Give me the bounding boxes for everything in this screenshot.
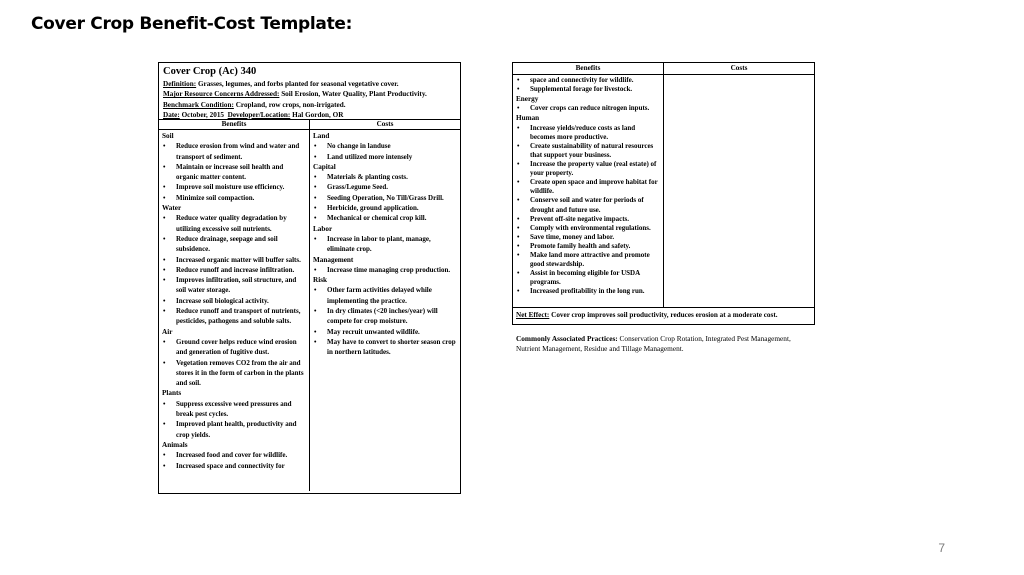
list-item: • Increase yields/reduce costs as land becomes more productive.	[516, 124, 663, 142]
list-item: • No change in landuse	[313, 141, 460, 151]
list-item: • Improve soil moisture use efficiency.	[162, 182, 309, 192]
section-heading: Soil	[162, 132, 174, 140]
continuation-column-headers	[513, 63, 814, 75]
column-headers	[159, 120, 460, 130]
continuation-benefits-header: Benefits	[513, 63, 664, 74]
list-item: • Minimize soil compaction.	[162, 193, 309, 203]
benchmark-row	[163, 100, 456, 110]
list-item: • Increase time managing crop production.	[313, 265, 460, 275]
associated-practices-value: Conservation Crop Rotation, Integrated Pest Management, Nutrient Management, Residue and Tillage Management.	[516, 334, 791, 353]
list-item: • Other farm activities delayed while implementing the practice.	[313, 285, 460, 306]
continuation-card-body	[513, 75, 814, 308]
list-item: • Increased profitability in the long run.	[516, 287, 663, 296]
list-item: • Create open space and improve habitat for wildlife.	[516, 178, 663, 196]
list-item: • Reduce erosion from wind and water and transport of sediment.	[162, 141, 309, 162]
concerns-row	[163, 89, 456, 99]
list-item: • Supplemental forage for livestock.	[516, 85, 663, 94]
date-label: Date:	[163, 110, 180, 119]
list-item: • Increase in labor to plant, manage, eliminate crop.	[313, 234, 460, 255]
list-item: • Make land more attractive and promote good stewardship.	[516, 251, 663, 269]
list-item: • Materials & planting costs.	[313, 172, 460, 182]
list-item: • Create sustainability of natural resources that support your business.	[516, 142, 663, 160]
list-item: • Promote family health and safety.	[516, 242, 663, 251]
net-effect-value: Cover crop improves soil productivity, reduces erosion at a moderate cost.	[549, 311, 778, 319]
bullet-list	[162, 399, 309, 440]
section-heading: Air	[162, 327, 173, 336]
continuation-costs-column	[664, 75, 814, 307]
bullet-list	[162, 450, 309, 471]
list-item: • Reduce runoff and increase infiltration.	[162, 265, 309, 275]
developer-value: Hal Gordon, OR	[290, 110, 344, 119]
continuation-costs-header: Costs	[730, 64, 748, 72]
list-item: • Vegetation removes CO2 from the air and stores it in the form of carbon in the plants and soil.	[162, 358, 309, 389]
section-heading: Plants	[162, 389, 182, 398]
list-item: • Mechanical or chemical crop kill.	[313, 213, 460, 223]
associated-practices-label: Commonly Associated Practices:	[516, 334, 618, 343]
developer-label: Developer/Location:	[227, 110, 291, 119]
section-heading: Risk	[313, 276, 327, 285]
list-item: • Herbicide, ground application.	[313, 203, 460, 213]
section-heading: Animals	[162, 440, 188, 449]
practice-card-body	[159, 130, 460, 491]
list-item: • Reduce water quality degradation by utilizing excessive soil nutrients.	[162, 213, 309, 234]
section-heading: Land	[313, 132, 330, 140]
benchmark-value: Cropland, row crops, non-irrigated.	[233, 100, 346, 109]
associated-practices	[516, 334, 816, 354]
definition-row	[163, 79, 456, 89]
bullet-list	[313, 285, 460, 357]
continuation-benefits-column	[513, 75, 664, 307]
definition-value: Grasses, legumes, and forbs planted for seasonal vegetative cover.	[196, 80, 399, 88]
list-item: • space and connectivity for wildlife.	[516, 76, 663, 85]
practice-card-header	[159, 63, 460, 120]
list-item: • In dry climates (<20 inches/year) will compete for crop moisture.	[313, 306, 460, 327]
list-item: • Land utilized more intensely	[313, 152, 460, 162]
list-item: • Increased food and cover for wildlife.	[162, 450, 309, 460]
list-item: • Prevent off-site negative impacts.	[516, 215, 663, 224]
list-item: • Grass/Legume Seed.	[313, 182, 460, 192]
list-item: • Reduce runoff and transport of nutrients, pesticides, pathogens and soluble salts.	[162, 306, 309, 327]
practice-title: Cover Crop (Ac) 340	[163, 66, 257, 77]
bullet-list	[162, 141, 309, 203]
date-value: October, 2015	[179, 110, 228, 119]
list-item: • Ground cover helps reduce wind erosion and generation of fugitive dust.	[162, 337, 309, 358]
list-item: • May have to convert to shorter season crop in northern latitudes.	[313, 337, 460, 358]
list-item: • Increased space and connectivity for	[162, 461, 309, 471]
definition-label: Definition:	[163, 80, 197, 88]
list-item: • Increased organic matter will buffer salts.	[162, 255, 309, 265]
costs-header: Costs	[376, 120, 394, 128]
concerns-label: Major Resource Concerns Addressed:	[163, 90, 280, 99]
section-heading: Capital	[313, 162, 336, 171]
bullet-list	[162, 337, 309, 388]
section-heading: Water	[162, 204, 182, 213]
list-item: • Reduce drainage, seepage and soil subsidence.	[162, 234, 309, 255]
net-effect-label: Net Effect:	[516, 311, 550, 319]
section-heading: Labor	[313, 224, 333, 233]
bullet-list	[516, 124, 663, 297]
list-item: • Improves infiltration, soil structure, and soil water storage.	[162, 275, 309, 296]
list-item: • Increase the property value (real estate) of your property.	[516, 160, 663, 178]
benefits-column	[159, 130, 310, 491]
list-item: • Conserve soil and water for periods of drought and future use.	[516, 196, 663, 214]
list-item: • Maintain or increase soil health and organic matter content.	[162, 162, 309, 183]
bullet-list	[516, 104, 663, 113]
costs-column	[310, 130, 460, 491]
bullet-list	[313, 265, 460, 275]
list-item: • Suppress excessive weed pressures and break pest cycles.	[162, 399, 309, 420]
list-item: • Cover crops can reduce nitrogen inputs.	[516, 104, 663, 113]
list-item: • Save time, money and labor.	[516, 233, 663, 242]
bullet-list	[313, 141, 460, 162]
slide-title: Cover Crop Benefit-Cost Template:	[31, 14, 353, 34]
bullet-list	[313, 172, 460, 223]
list-item: • Comply with environmental regulations.	[516, 224, 663, 233]
list-item: • Improved plant health, productivity and crop yields.	[162, 419, 309, 440]
section-heading: Management	[313, 255, 354, 264]
benefits-header: Benefits	[159, 120, 310, 129]
net-effect-row	[513, 308, 814, 320]
list-item: • May recruit unwanted wildlife.	[313, 327, 460, 337]
page-number: 7	[938, 541, 945, 555]
practice-card-table	[158, 62, 461, 494]
bullet-list	[516, 76, 663, 94]
date-row	[163, 110, 456, 120]
concerns-value: Soil Erosion, Water Quality, Plant Productivity.	[279, 90, 427, 99]
bullet-list	[313, 234, 460, 255]
list-item: • Seeding Operation, No Till/Grass Drill.	[313, 193, 460, 203]
list-item: • Assist in becoming eligible for USDA programs.	[516, 269, 663, 287]
benchmark-label: Benchmark Condition:	[163, 100, 234, 109]
bullet-list	[162, 213, 309, 326]
list-item: • Increase soil biological activity.	[162, 296, 309, 306]
section-heading: Energy	[516, 95, 539, 104]
section-heading: Human	[516, 114, 540, 123]
continuation-card-table	[512, 62, 815, 325]
